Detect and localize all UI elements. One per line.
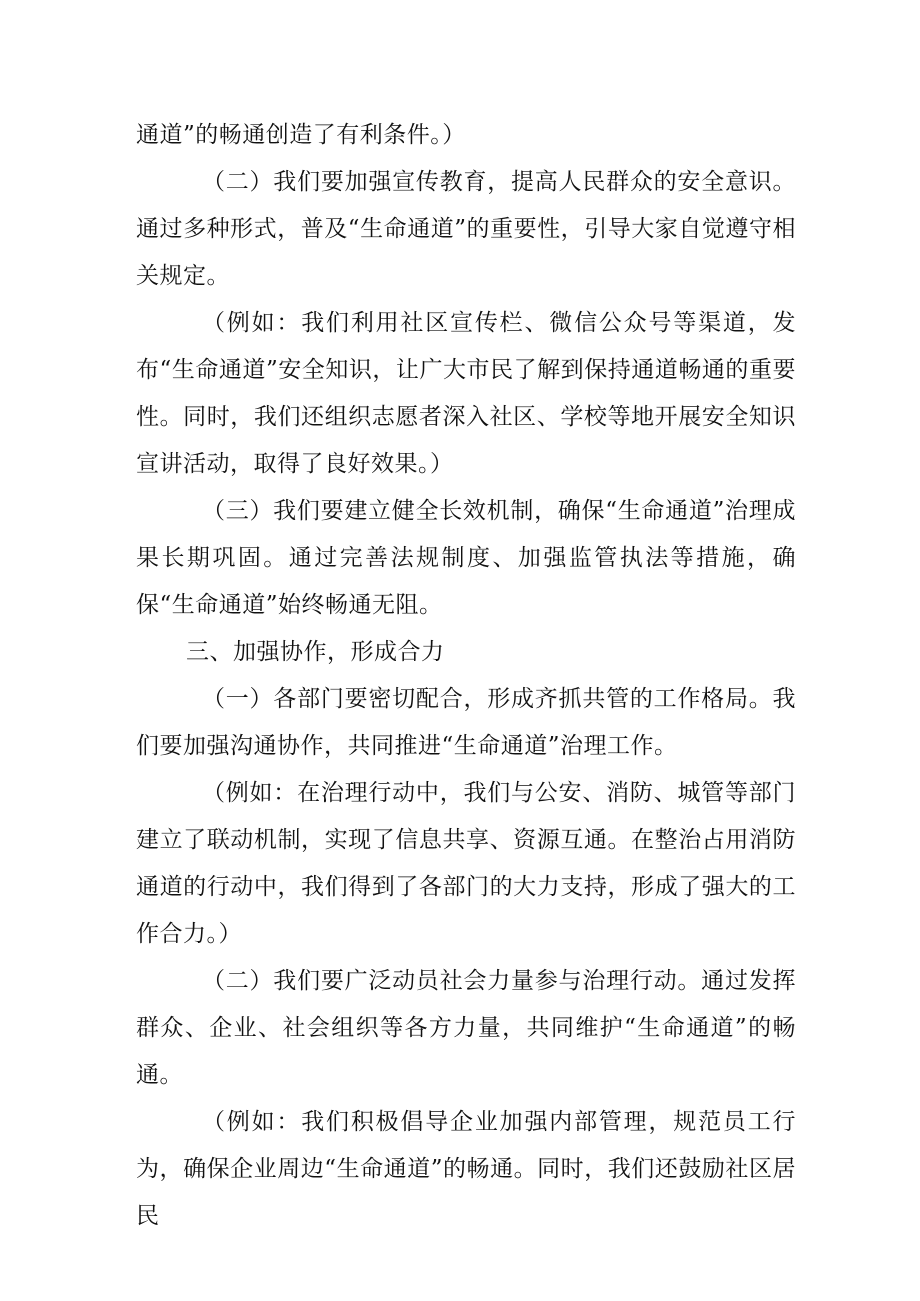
paragraph-department-cooperation: （一）各部门要密切配合，形成齐抓共管的工作格局。我们要加强沟通协作，共同推进“生命通道”治理工作。 [136,686,796,759]
paragraph-continuation: 通道”的畅通创造了有利条件。） [136,122,466,148]
document-body [136,112,796,1240]
paragraph-example-publicity: （例如：我们利用社区宣传栏、微信公众号等渠道，发布“生命通道”安全知识，让广大市民了解到保持通道畅通的重要性。同时，我们还组织志愿者深入社区、学校等地开展安全知识宣讲活动，取得了良好效果。） [136,310,796,477]
paragraph-publicity-education: （二）我们要加强宣传教育，提高人民群众的安全意识。通过多种形式，普及“生命通道”的重要性，引导大家自觉遵守相关规定。 [136,169,796,289]
section-heading-cooperation: 三、加强协作，形成合力 [186,639,445,665]
paragraph-long-term-mechanism: （三）我们要建立健全长效机制，确保“生命通道”治理成果长期巩固。通过完善法规制度、加强监管执法等措施，确保“生命通道”始终畅通无阻。 [136,498,796,618]
paragraph-social-mobilization: （二）我们要广泛动员社会力量参与治理行动。通过发挥群众、企业、社会组织等各方力量，共同维护“生命通道”的畅通。 [136,968,796,1088]
paragraph-example-linkage: （例如：在治理行动中，我们与公安、消防、城管等部门建立了联动机制，实现了信息共享、资源互通。在整治占用消防通道的行动中，我们得到了各部门的大力支持，形成了强大的工作合力。） [136,780,796,947]
paragraph-example-enterprises: （例如：我们积极倡导企业加强内部管理，规范员工行为，确保企业周边“生命通道”的畅通。同时，我们还鼓励社区居民 [136,1109,796,1229]
